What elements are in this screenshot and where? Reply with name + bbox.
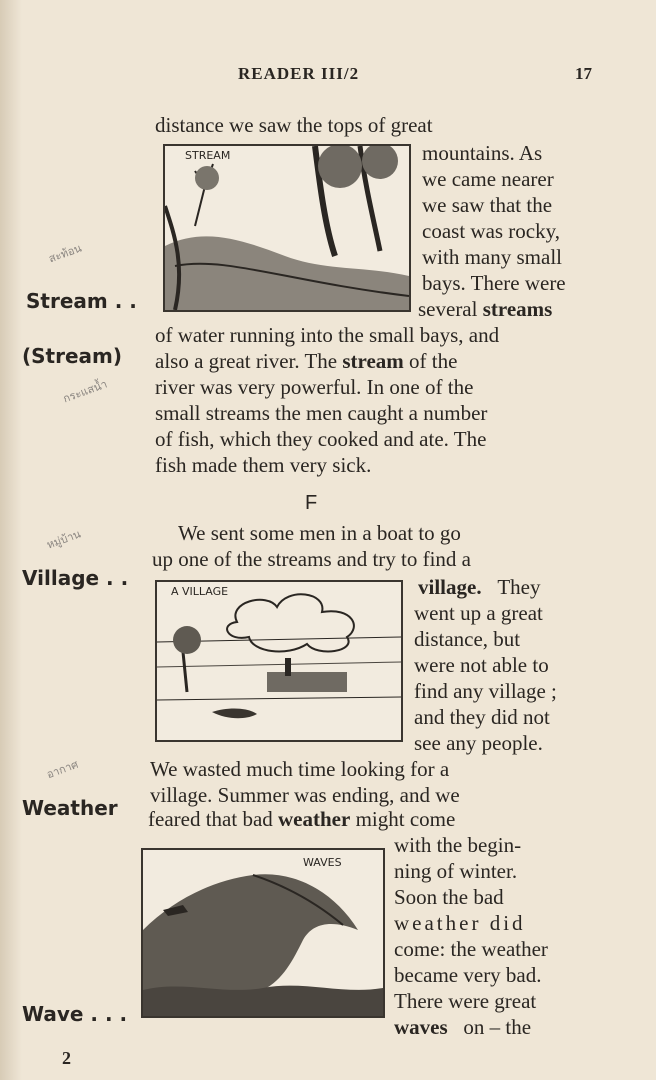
- margin-word-stream: Stream . .: [26, 289, 137, 313]
- text-line: with the begin-: [394, 833, 522, 857]
- page-header: [0, 64, 656, 88]
- text-line: [155, 348, 457, 374]
- text-line: of water running into the small bays, and: [155, 323, 500, 347]
- figure-caption: WAVES: [303, 856, 342, 869]
- text-fragment: of the: [409, 349, 458, 373]
- text-fragment: on: [463, 1015, 485, 1039]
- vocab-word: streams: [482, 297, 553, 321]
- text-line: We sent some men in a boat to go: [178, 521, 461, 545]
- text-line: village. Summer was ending, and we: [150, 783, 460, 807]
- page-number: 17: [575, 64, 592, 83]
- text-line: fish made them very sick.: [155, 453, 372, 477]
- text-line: coast was rocky,: [422, 219, 561, 243]
- text-line: river was very powerful. In one of the: [155, 375, 474, 399]
- text-fragment: also a great river. The: [155, 349, 338, 373]
- text-line: We wasted much time looking for a: [150, 757, 450, 781]
- figure-caption: A VILLAGE: [171, 585, 229, 598]
- text-fragment: several: [418, 297, 478, 321]
- text-line: small streams the men caught a number: [155, 401, 488, 425]
- pencil-annotation: อากาศ: [44, 757, 81, 782]
- page-edge-shadow: [0, 0, 22, 1080]
- text-line: of fish, which they cooked and ate. The: [155, 427, 487, 451]
- waves-illustration: [141, 848, 385, 1018]
- text-fragment: They: [497, 575, 541, 599]
- village-illustration: [155, 580, 403, 742]
- text-line: we came nearer: [422, 167, 554, 191]
- waves-drawing: [143, 850, 383, 1016]
- text-line: distance, but: [414, 627, 521, 651]
- text-line: see any people.: [414, 731, 543, 755]
- text-line: [418, 296, 552, 322]
- margin-word-wave: Wave . . .: [22, 1002, 128, 1026]
- text-line: up one of the streams and try to find a: [152, 547, 471, 571]
- pencil-annotation: กระแสน้ำ: [61, 377, 109, 406]
- text-line: with many small: [422, 245, 562, 269]
- pencil-annotation: สะท้อน: [46, 241, 84, 266]
- text-line: weather did: [394, 911, 526, 935]
- running-title: READER III/2: [238, 64, 360, 83]
- text-line: [418, 574, 540, 600]
- vocab-word: stream: [342, 349, 404, 373]
- vocab-word: weather: [278, 807, 351, 831]
- text-line: were not able to: [414, 653, 549, 677]
- text-line: There were great: [394, 989, 537, 1013]
- stream-illustration: [163, 144, 411, 312]
- text-line: find any village ;: [414, 679, 557, 703]
- pencil-annotation: หมู่บ้าน: [45, 527, 83, 552]
- text-line: [148, 806, 455, 832]
- text-line: distance we saw the tops of great: [155, 113, 433, 137]
- text-line: come: the weather: [394, 937, 548, 961]
- village-drawing: [157, 582, 401, 740]
- margin-word-weather: Weather: [22, 796, 118, 820]
- margin-word-stream-paren: (Stream): [22, 344, 123, 368]
- signature-mark: 2: [62, 1048, 71, 1068]
- text-line: Soon the bad: [394, 885, 504, 909]
- text-line: mountains. As: [422, 141, 543, 165]
- text-line: waves on – the: [394, 1015, 532, 1039]
- text-line: went up a great: [414, 601, 543, 625]
- text-line: and they did not: [414, 705, 550, 729]
- text-fragment: might come: [355, 807, 456, 831]
- vocab-word: waves: [394, 1015, 448, 1039]
- text-line: ning of winter.: [394, 859, 518, 883]
- text-fragment: the: [505, 1015, 532, 1039]
- stream-drawing: [165, 146, 409, 310]
- vocab-word: village.: [418, 575, 482, 599]
- section-letter: F: [305, 492, 318, 514]
- margin-word-village: Village . .: [22, 566, 129, 590]
- figure-caption: STREAM: [185, 149, 231, 162]
- text-line: we saw that the: [422, 193, 553, 217]
- text-fragment: feared that bad: [148, 807, 273, 831]
- text-line: became very bad.: [394, 963, 542, 987]
- text-line: bays. There were: [422, 271, 566, 295]
